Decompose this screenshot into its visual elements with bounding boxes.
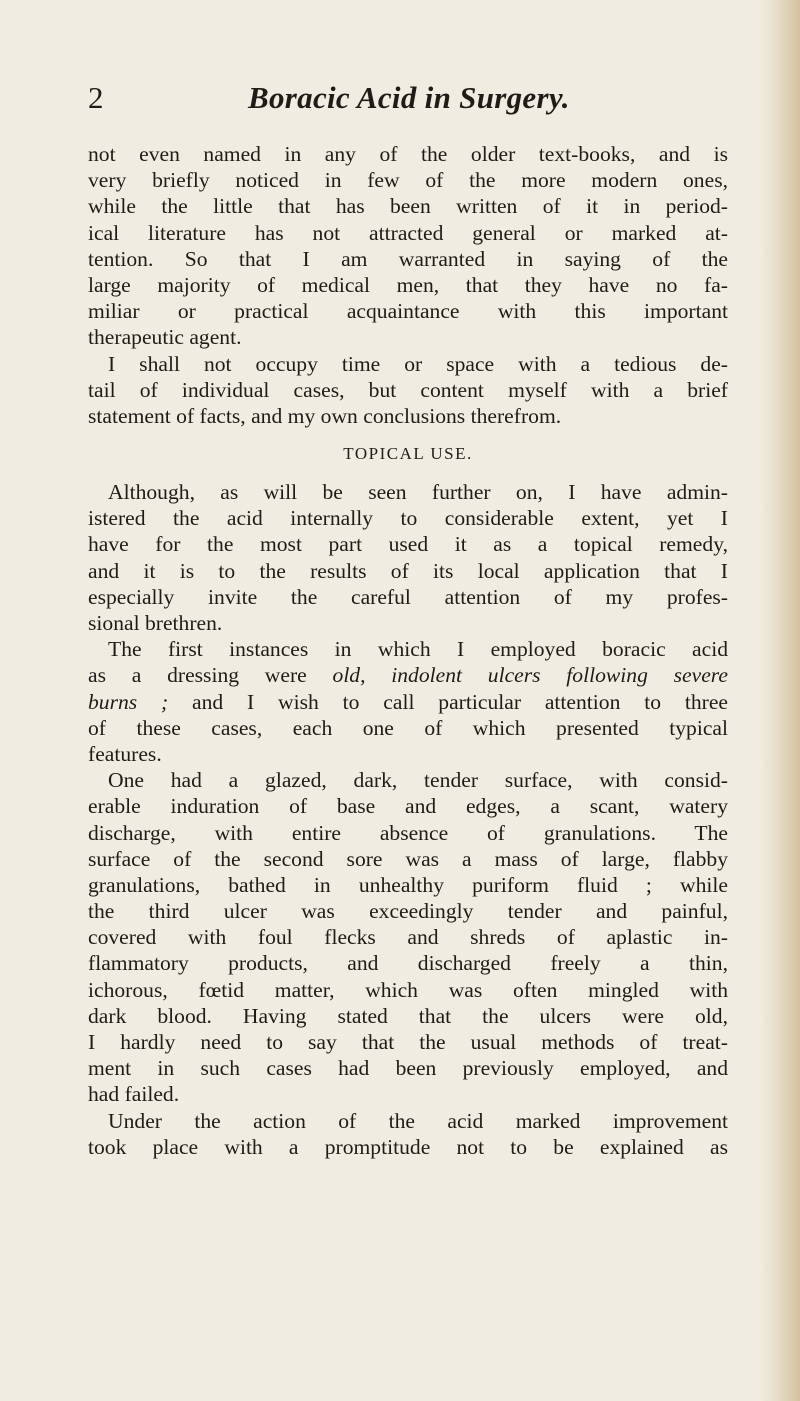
text-run: and I wish to call particular attention to three [168, 689, 728, 714]
text-line: erable induration of base and edges, a scant, watery [88, 794, 728, 819]
text-line: covered with foul flecks and shreds of aplastic in- [88, 925, 728, 950]
paragraph-6 [88, 1108, 728, 1160]
text-line: statement of facts, and my own conclusions therefrom. [88, 403, 562, 428]
italic-text: old, indolent ulcers following severe [332, 663, 728, 688]
text-line: miliar or practical acquaintance with this important [88, 299, 728, 324]
italic-text: burns ; [88, 689, 169, 714]
text-line: of these cases, each one of which presented typical [88, 715, 728, 740]
text-line: ichorous, fœtid matter, which was often mingled with [88, 977, 728, 1002]
text-line: tention. So that I am warranted in saying of the [88, 246, 728, 271]
text-line: discharge, with entire absence of granulations. The [88, 820, 728, 845]
text-line: especially invite the careful attention of my profes- [88, 584, 728, 609]
page-edge-shadow [760, 0, 800, 1401]
text-line-mixed [88, 689, 728, 715]
text-line-mixed [88, 662, 728, 688]
text-line: dark blood. Having stated that the ulcers were old, [88, 1003, 728, 1028]
text-line: and it is to the results of its local application that I [88, 558, 728, 583]
paragraph-4 [88, 636, 728, 767]
text-line: flammatory products, and discharged freely a thin, [88, 951, 728, 976]
text-line: very briefly noticed in few of the more modern ones, [88, 168, 728, 193]
text-line: Although, as will be seen further on, I have admin- [108, 480, 728, 505]
text-line: surface of the second sore was a mass of large, flabby [88, 846, 728, 871]
text-line: sional brethren. [88, 611, 223, 635]
paragraph-3 [88, 479, 728, 636]
paragraph-2 [88, 351, 728, 430]
paragraph-1 [88, 141, 728, 351]
text-line: I hardly need to say that the usual methods of treat- [88, 1030, 728, 1054]
text-line: I shall not occupy time or space with a tedious de- [108, 351, 728, 376]
text-line: therapeutic agent. [88, 325, 242, 350]
text-line: features. [88, 741, 162, 766]
text-line: large majority of medical men, that they have no fa- [88, 272, 728, 297]
page-header [88, 78, 720, 126]
text-line: The first instances in which I employed boracic acid [108, 637, 728, 662]
text-line: One had a glazed, dark, tender surface, with consid- [108, 768, 728, 793]
text-line: ical literature has not attracted general or marked at- [88, 220, 728, 245]
running-title: Boracic Acid in Surgery. [248, 80, 570, 115]
text-line: ment in such cases had been previously employed, and [88, 1056, 728, 1081]
text-line: had failed. [88, 1082, 180, 1107]
body-text [88, 141, 728, 1160]
page-number: 2 [88, 80, 104, 115]
text-line: istered the acid internally to considerable extent, yet I [88, 506, 728, 531]
text-line: took place with a promptitude not to be explained as [88, 1134, 728, 1159]
paragraph-5 [88, 767, 728, 1107]
text-line: the third ulcer was exceedingly tender and painful, [88, 899, 728, 924]
text-line: not even named in any of the older text-books, and is [88, 142, 728, 166]
text-line: granulations, bathed in unhealthy puriform fluid ; while [88, 872, 728, 897]
text-run: as a dressing were [88, 663, 333, 688]
text-line: have for the most part used it as a topical remedy, [88, 532, 728, 557]
text-line: tail of individual cases, but content myself with a brief [88, 377, 728, 402]
text-line: Under the action of the acid marked improvement [108, 1108, 728, 1133]
text-line: while the little that has been written of it in period- [88, 194, 728, 219]
section-heading: TOPICAL USE. [343, 444, 473, 464]
